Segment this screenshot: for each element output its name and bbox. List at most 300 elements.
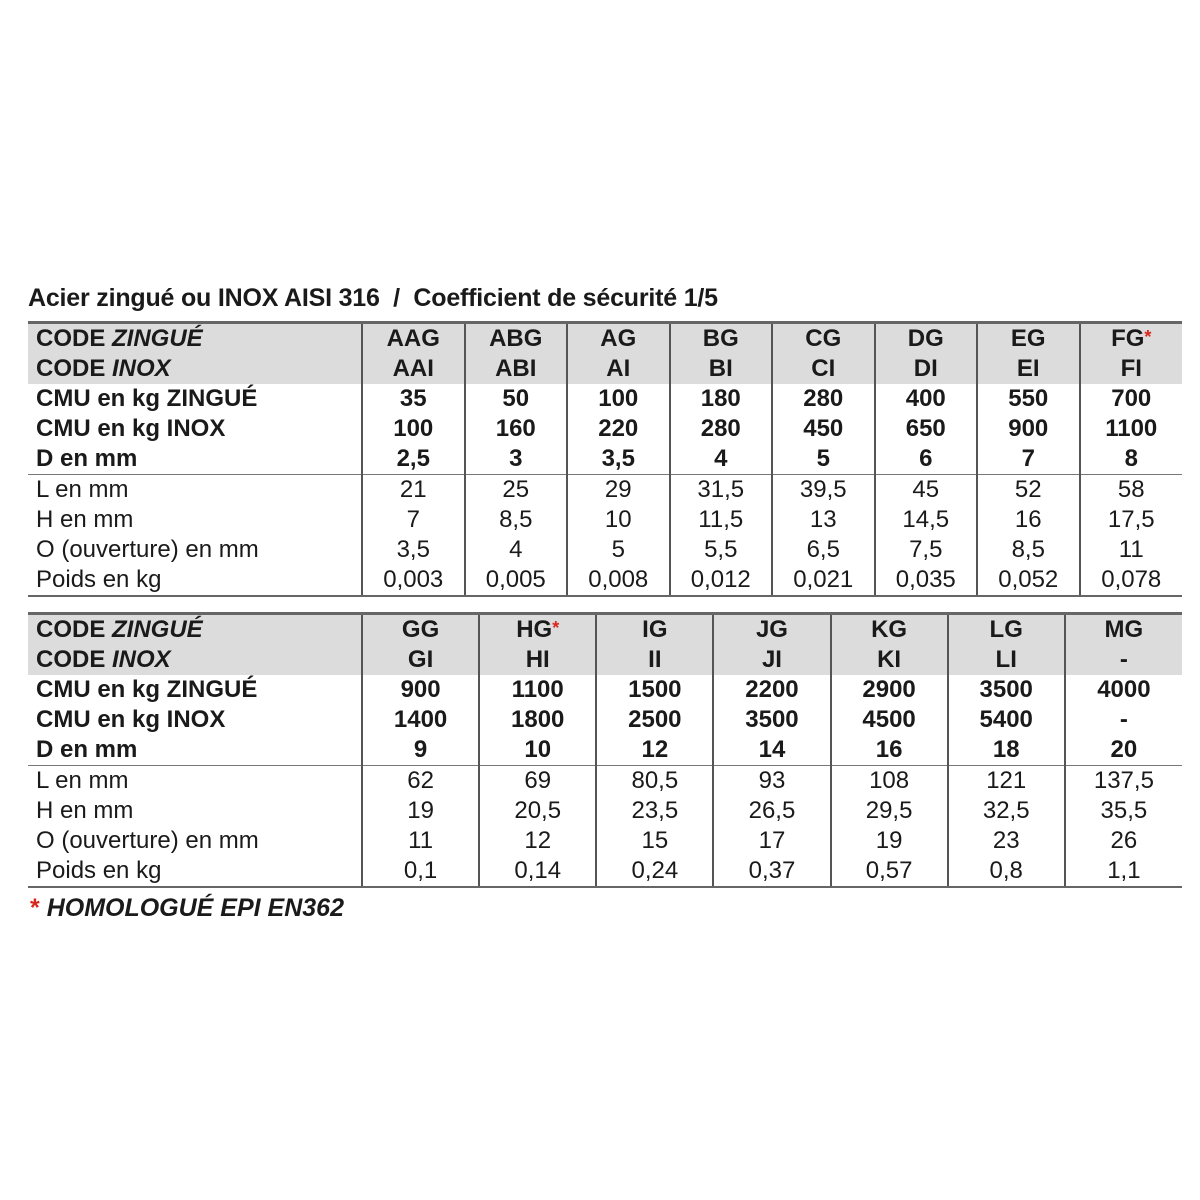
- row-label: CMU en kg INOX: [36, 415, 226, 442]
- cell: [596, 826, 713, 856]
- cell: [596, 614, 713, 646]
- cell: [670, 535, 773, 565]
- cell: [567, 535, 670, 565]
- cell-value: 11,5: [698, 506, 744, 533]
- cell: [362, 475, 465, 506]
- cell-value: EG: [1010, 325, 1046, 352]
- cell-value: 11: [1118, 536, 1144, 563]
- cell: [362, 705, 479, 735]
- cell-value: AAI: [392, 355, 434, 382]
- cell-value: 4: [509, 536, 523, 563]
- cell: [875, 565, 978, 596]
- cell-value: 108: [869, 767, 910, 794]
- cell-value: 0,035: [895, 566, 956, 593]
- cell-value: 2900: [862, 676, 916, 703]
- row-label: [28, 354, 362, 384]
- cell: [465, 384, 568, 414]
- cell-value: LI: [995, 646, 1017, 673]
- cell-value: LG: [989, 616, 1023, 643]
- cell-value: 220: [598, 415, 639, 442]
- cell: [465, 475, 568, 506]
- cell-value: 650: [905, 415, 946, 442]
- row-label: L en mm: [36, 476, 129, 503]
- cell-value: 7: [1021, 445, 1035, 472]
- cell-value: 21: [399, 476, 427, 503]
- cell-value: 14,5: [902, 506, 950, 533]
- cell-value: 8: [1124, 445, 1138, 472]
- cell: [479, 766, 596, 797]
- cell-value: 1100: [1105, 415, 1158, 442]
- cell: [670, 384, 773, 414]
- cell-value: 11: [408, 827, 434, 854]
- cell-value: DG: [907, 325, 944, 352]
- page-title: Acier zingué ou INOX AISI 316 / Coefficient de sécurité 1/5: [28, 284, 718, 312]
- cell: [362, 856, 479, 887]
- cell-value: BG: [702, 325, 739, 352]
- cell: [948, 856, 1065, 887]
- row-label: CMU en kg ZINGUÉ: [36, 385, 258, 412]
- cell-value: 4500: [862, 706, 916, 733]
- cell-value: 5: [611, 536, 625, 563]
- cell-value: 20,5: [514, 797, 562, 824]
- cell-value: 5,5: [704, 536, 738, 563]
- asterisk-mark: *: [1144, 327, 1152, 347]
- cell: [1065, 796, 1182, 826]
- code-prefix: CODE: [36, 355, 113, 382]
- cell: [772, 354, 875, 384]
- footnote-asterisk: *: [30, 894, 40, 922]
- cell: [362, 645, 479, 675]
- cell-value: 700: [1111, 385, 1152, 412]
- cell: [713, 826, 830, 856]
- cell-value: 6: [919, 445, 933, 472]
- cell-value: 20: [1110, 736, 1138, 763]
- cell-value: 50: [502, 385, 530, 412]
- cell: [1080, 475, 1183, 506]
- footnote: [30, 894, 344, 923]
- cell: [1065, 826, 1182, 856]
- cell: [772, 475, 875, 506]
- cell: [831, 614, 948, 646]
- cell: [596, 735, 713, 766]
- cell: [875, 354, 978, 384]
- cell-value: HG: [516, 616, 553, 643]
- cell: [567, 384, 670, 414]
- cell: [948, 826, 1065, 856]
- cell-value: JI: [761, 646, 782, 673]
- cell: [977, 565, 1080, 596]
- cell-value: 25: [502, 476, 530, 503]
- cell: [875, 475, 978, 506]
- cell-value: 7: [406, 506, 420, 533]
- cell-value: 280: [803, 385, 844, 412]
- cell: [875, 535, 978, 565]
- cell: [713, 766, 830, 797]
- cell-value: 1400: [393, 706, 448, 733]
- cell-value: 0,37: [748, 857, 796, 884]
- row-label: [28, 645, 362, 675]
- row-label: H en mm: [36, 797, 134, 824]
- cell: [479, 735, 596, 766]
- cell: [465, 354, 568, 384]
- cell: [479, 645, 596, 675]
- cell: [977, 323, 1080, 355]
- row-cmu-inox: [28, 414, 1182, 444]
- cell: [1065, 705, 1182, 735]
- row-d: [28, 735, 1182, 766]
- cell: [713, 735, 830, 766]
- cell-value: -: [1119, 646, 1128, 673]
- code-prefix: CODE: [36, 646, 113, 673]
- code-type: INOX: [112, 355, 171, 382]
- cell: [772, 535, 875, 565]
- row-label: Poids en kg: [28, 565, 362, 596]
- row-label: L en mm: [36, 767, 129, 794]
- cell: [567, 323, 670, 355]
- cell: [362, 826, 479, 856]
- cell-value: 0,57: [865, 857, 913, 884]
- cell: [875, 414, 978, 444]
- cell: [1080, 414, 1183, 444]
- cell: [948, 735, 1065, 766]
- cell: [977, 535, 1080, 565]
- cell: [362, 323, 465, 355]
- cell-value: 62: [407, 767, 434, 794]
- cell: [1080, 384, 1183, 414]
- cell: [831, 675, 948, 705]
- cell: [713, 796, 830, 826]
- cell: [713, 614, 830, 646]
- cell-value: 16: [875, 736, 903, 763]
- cell-value: AAG: [386, 325, 440, 352]
- cell: [875, 323, 978, 355]
- row-poids: [28, 856, 1182, 887]
- cell-value: 1,1: [1107, 857, 1141, 884]
- cell-value: 0,052: [998, 566, 1059, 593]
- cell-value: JG: [755, 616, 788, 643]
- cell-value: 100: [393, 415, 434, 442]
- cell: [1080, 505, 1183, 535]
- cell: [948, 705, 1065, 735]
- cell: [948, 766, 1065, 797]
- cell: [977, 505, 1080, 535]
- cell-value: 8,5: [499, 506, 533, 533]
- cell-value: 80,5: [631, 767, 679, 794]
- row-h: [28, 796, 1182, 826]
- footnote-text: HOMOLOGUÉ EPI EN362: [46, 894, 344, 922]
- row-label: [28, 614, 362, 646]
- cell: [567, 354, 670, 384]
- cell-value: 39,5: [799, 476, 847, 503]
- cell-value: CG: [805, 325, 842, 352]
- cell-value: II: [648, 646, 662, 673]
- row-poids: [28, 565, 1182, 596]
- cell: [670, 565, 773, 596]
- spec-table-2: [28, 612, 1182, 888]
- cell: [670, 354, 773, 384]
- cell-value: 16: [1014, 506, 1042, 533]
- cell: [362, 354, 465, 384]
- cell-value: 100: [598, 385, 639, 412]
- cell-value: 3,5: [396, 536, 430, 563]
- cell-value: 31,5: [697, 476, 745, 503]
- cell: [772, 414, 875, 444]
- cell-value: 3500: [745, 706, 799, 733]
- cell: [1065, 766, 1182, 797]
- cell: [670, 475, 773, 506]
- cell-value: FG: [1111, 325, 1145, 352]
- cell-value: MG: [1104, 616, 1144, 643]
- cell-value: 6,5: [806, 536, 840, 563]
- cell-value: 0,24: [631, 857, 679, 884]
- cell: [596, 645, 713, 675]
- spec-table-1: [28, 321, 1182, 597]
- cell: [362, 414, 465, 444]
- cell-value: 26,5: [748, 797, 796, 824]
- cell: [713, 705, 830, 735]
- cell-value: 18: [992, 736, 1020, 763]
- cell: [831, 705, 948, 735]
- cell-value: 15: [641, 827, 669, 854]
- cell: [875, 505, 978, 535]
- cell: [875, 444, 978, 475]
- cell: [567, 505, 670, 535]
- cell: [977, 354, 1080, 384]
- row-label: D en mm: [28, 735, 362, 766]
- cell-value: 26: [1110, 827, 1138, 854]
- cell-value: 29: [604, 476, 632, 503]
- row-cmu-zingue: [28, 675, 1182, 705]
- row-label: D en mm: [28, 444, 362, 475]
- cell: [567, 444, 670, 475]
- cell: [977, 475, 1080, 506]
- cell-value: -: [1119, 706, 1128, 733]
- cell-value: 17: [758, 827, 786, 854]
- cell: [670, 444, 773, 475]
- cell: [772, 505, 875, 535]
- cell: [465, 323, 568, 355]
- cell: [465, 565, 568, 596]
- cell: [567, 475, 670, 506]
- cell: [948, 796, 1065, 826]
- cell-value: 0,003: [383, 566, 444, 593]
- cell-value: 93: [758, 767, 786, 794]
- cell: [831, 645, 948, 675]
- cell: [479, 826, 596, 856]
- cell: [831, 856, 948, 887]
- code-type: ZINGUÉ: [112, 616, 203, 643]
- cell-value: 2200: [745, 676, 799, 703]
- cell: [670, 323, 773, 355]
- row-l: [28, 766, 1182, 797]
- cell-value: 12: [524, 827, 552, 854]
- cell-value: 2,5: [396, 445, 430, 472]
- cell-value: 1800: [511, 706, 565, 733]
- cell-value: 900: [1008, 415, 1049, 442]
- cell-value: 0,012: [690, 566, 751, 593]
- cell-value: 13: [809, 506, 837, 533]
- cell-value: 5400: [979, 706, 1033, 733]
- row-d: [28, 444, 1182, 475]
- cell-value: 52: [1014, 476, 1042, 503]
- cell: [479, 675, 596, 705]
- cell-value: 0,008: [588, 566, 649, 593]
- cell: [465, 535, 568, 565]
- row-label: O (ouverture) en mm: [36, 827, 259, 854]
- cell: [362, 384, 465, 414]
- cell-value: FI: [1120, 355, 1142, 382]
- row-h: [28, 505, 1182, 535]
- cell-value: 8,5: [1011, 536, 1045, 563]
- code-prefix: CODE: [36, 616, 113, 643]
- cell: [479, 796, 596, 826]
- cell: [713, 675, 830, 705]
- cell-value: 4000: [1097, 676, 1151, 703]
- cell-value: 23: [992, 827, 1020, 854]
- row-cmu-inox: [28, 705, 1182, 735]
- cell-value: 35: [399, 385, 427, 412]
- cell: [596, 766, 713, 797]
- cell: [1065, 735, 1182, 766]
- row-o: [28, 535, 1182, 565]
- cell: [567, 565, 670, 596]
- cell: [772, 444, 875, 475]
- row-cmu-zingue: [28, 384, 1182, 414]
- code-type: INOX: [112, 646, 171, 673]
- row-code-zingue: [28, 614, 1182, 646]
- cell-value: HI: [525, 646, 550, 673]
- cell-value: 1500: [628, 676, 682, 703]
- cell: [362, 505, 465, 535]
- row-label: [28, 323, 362, 355]
- cell-value: 121: [986, 767, 1027, 794]
- cell: [670, 414, 773, 444]
- cell-value: AG: [600, 325, 637, 352]
- cell: [1080, 323, 1183, 355]
- cell-value: 0,021: [793, 566, 854, 593]
- cell-value: 29,5: [865, 797, 913, 824]
- row-code-inox: [28, 645, 1182, 675]
- cell: [772, 384, 875, 414]
- cell-value: 9: [413, 736, 428, 763]
- cell: [479, 614, 596, 646]
- cell-value: 45: [912, 476, 940, 503]
- cell-value: 35,5: [1100, 797, 1148, 824]
- cell: [362, 796, 479, 826]
- cell-value: 12: [641, 736, 669, 763]
- cell-value: 19: [875, 827, 903, 854]
- cell-value: 0,078: [1101, 566, 1162, 593]
- cell: [772, 565, 875, 596]
- cell-value: BI: [708, 355, 733, 382]
- cell-value: 0,1: [403, 857, 438, 884]
- cell-value: 10: [524, 736, 552, 763]
- cell: [831, 796, 948, 826]
- row-o: [28, 826, 1182, 856]
- cell: [465, 414, 568, 444]
- cell: [1080, 444, 1183, 475]
- cell: [831, 735, 948, 766]
- cell: [362, 766, 479, 797]
- cell-value: AI: [606, 355, 631, 382]
- cell: [1080, 354, 1183, 384]
- cell-value: ABI: [495, 355, 537, 382]
- cell: [465, 505, 568, 535]
- cell: [362, 614, 479, 646]
- cell: [567, 414, 670, 444]
- cell-value: IG: [642, 616, 668, 643]
- cell-value: 400: [905, 385, 946, 412]
- cell: [977, 384, 1080, 414]
- cell: [713, 856, 830, 887]
- cell: [948, 614, 1065, 646]
- cell: [465, 444, 568, 475]
- cell: [948, 645, 1065, 675]
- cell: [1080, 565, 1183, 596]
- cell-value: 69: [524, 767, 552, 794]
- cell-value: 550: [1008, 385, 1049, 412]
- cell: [831, 826, 948, 856]
- row-code-inox: [28, 354, 1182, 384]
- cell-value: 0,8: [989, 857, 1023, 884]
- cell: [1065, 675, 1182, 705]
- cell: [875, 384, 978, 414]
- cell-value: 58: [1117, 476, 1145, 503]
- cell: [362, 735, 479, 766]
- cell-value: 4: [714, 445, 728, 472]
- cell: [596, 675, 713, 705]
- cell: [362, 565, 465, 596]
- asterisk-mark: *: [552, 618, 560, 638]
- cell-value: 450: [803, 415, 844, 442]
- cell: [772, 323, 875, 355]
- cell-value: 180: [700, 385, 741, 412]
- cell-value: 3500: [979, 676, 1033, 703]
- cell-value: 19: [407, 797, 434, 824]
- cell: [831, 766, 948, 797]
- cell-value: KG: [871, 616, 908, 643]
- cell: [1065, 614, 1182, 646]
- code-prefix: CODE: [36, 325, 113, 352]
- cell-value: 3,5: [601, 445, 635, 472]
- cell-value: DI: [913, 355, 938, 382]
- row-label: Poids en kg: [28, 856, 362, 887]
- cell-value: 160: [495, 415, 536, 442]
- cell: [362, 535, 465, 565]
- cell: [479, 705, 596, 735]
- code-type: ZINGUÉ: [112, 325, 203, 352]
- cell: [596, 705, 713, 735]
- cell: [713, 645, 830, 675]
- cell: [596, 856, 713, 887]
- cell: [1065, 856, 1182, 887]
- cell-value: GG: [401, 616, 440, 643]
- cell: [977, 414, 1080, 444]
- cell: [1080, 535, 1183, 565]
- row-label: O (ouverture) en mm: [36, 536, 259, 563]
- cell-value: 10: [604, 506, 632, 533]
- row-label: H en mm: [36, 506, 134, 533]
- row-label: CMU en kg INOX: [36, 706, 226, 733]
- cell-value: 280: [700, 415, 741, 442]
- cell-value: 14: [758, 736, 786, 763]
- cell-value: 1100: [511, 676, 564, 703]
- cell-value: 3: [509, 445, 523, 472]
- cell: [977, 444, 1080, 475]
- cell-value: 2500: [628, 706, 682, 733]
- cell-value: 7,5: [909, 536, 943, 563]
- cell-value: 0,005: [485, 566, 546, 593]
